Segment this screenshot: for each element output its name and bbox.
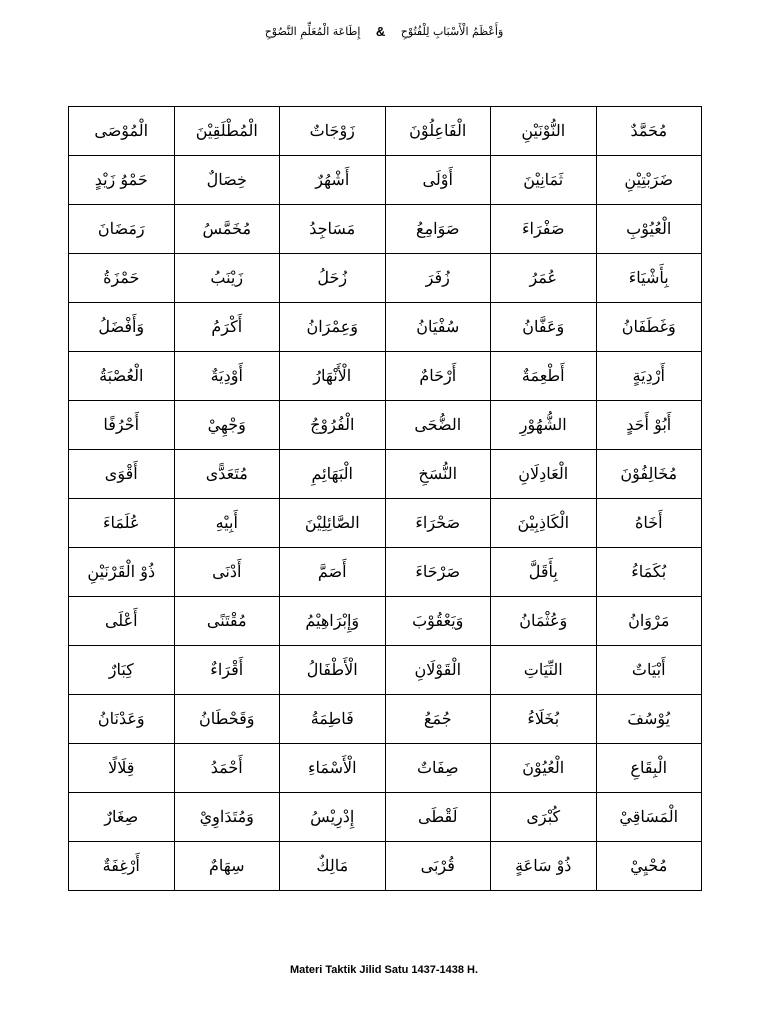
table-row bbox=[69, 842, 702, 891]
table-row bbox=[69, 156, 702, 205]
table-cell: الْمُطْلَقِيْنَ bbox=[174, 107, 280, 156]
table-cell: لَقْطَى bbox=[385, 793, 491, 842]
table-cell: بُخَلَاءُ bbox=[491, 695, 597, 744]
table-cell: مُحْيِيْ bbox=[596, 842, 702, 891]
table-cell: مُحَمَّدٌ bbox=[596, 107, 702, 156]
table-cell: صَحْرَاءَ bbox=[385, 499, 491, 548]
table-row bbox=[69, 499, 702, 548]
table-row bbox=[69, 205, 702, 254]
table-cell: الْكَاذِبِيْنَ bbox=[491, 499, 597, 548]
table-row bbox=[69, 107, 702, 156]
table-cell: وَغَطَفَانُ bbox=[596, 303, 702, 352]
table-cell: إِدْرِيْسُ bbox=[280, 793, 386, 842]
table-cell: زُفَرَ bbox=[385, 254, 491, 303]
table-cell: مُقْتَنًى bbox=[174, 597, 280, 646]
table-cell: قُرْبَى bbox=[385, 842, 491, 891]
table-cell: أَبُوْ أَحَدٍ bbox=[596, 401, 702, 450]
table-cell: وَمُتَدَاوِيْ bbox=[174, 793, 280, 842]
table-row bbox=[69, 352, 702, 401]
table-cell: بِأَقَلَّ bbox=[491, 548, 597, 597]
table-row bbox=[69, 646, 702, 695]
table-cell: جُمَعُ bbox=[385, 695, 491, 744]
table-cell: صِفَاتٌ bbox=[385, 744, 491, 793]
table-cell: الْمَسَاقِيْ bbox=[596, 793, 702, 842]
table-cell: أَوْدِيَةٌ bbox=[174, 352, 280, 401]
header-ampersand: & bbox=[375, 24, 386, 39]
table-cell: الشُّهُوْرِ bbox=[491, 401, 597, 450]
table-cell: وَعِمْرَانُ bbox=[280, 303, 386, 352]
table-row bbox=[69, 695, 702, 744]
table-cell: ذُوْ الْقَرْنَيْنِ bbox=[69, 548, 175, 597]
table-cell: أَشْهُرٌ bbox=[280, 156, 386, 205]
table-cell: مُخَمَّسُ bbox=[174, 205, 280, 254]
table-cell: الْعُيُوْبِ bbox=[596, 205, 702, 254]
table-cell: الْفُرُوْجُ bbox=[280, 401, 386, 450]
header-phrase-left: إِطَاعَة الْمُعَلِّمِ النَّصُوْحِ bbox=[264, 25, 361, 38]
table-cell: سِهَامٌ bbox=[174, 842, 280, 891]
table-cell: بُكَمَاءُ bbox=[596, 548, 702, 597]
table-cell: أَصَمَّ bbox=[280, 548, 386, 597]
table-cell: ثَمَانِيْنَ bbox=[491, 156, 597, 205]
table-cell: وَأَفْضَلُ bbox=[69, 303, 175, 352]
table-cell: الْعَادِلَانِ bbox=[491, 450, 597, 499]
table-cell: الْمُوْصَى bbox=[69, 107, 175, 156]
table-cell: أَحْرُفًا bbox=[69, 401, 175, 450]
table-cell: صَرْحَاءَ bbox=[385, 548, 491, 597]
table-cell: صَوَامِعُ bbox=[385, 205, 491, 254]
table-cell: أَخَاهُ bbox=[596, 499, 702, 548]
table-cell: أَحْمَدُ bbox=[174, 744, 280, 793]
page-footer: Materi Taktik Jilid Satu 1437-1438 H. bbox=[289, 964, 479, 976]
table-cell: الْبِقَاعِ bbox=[596, 744, 702, 793]
table-cell: صِغَارٌ bbox=[69, 793, 175, 842]
table-cell: أَدْنَى bbox=[174, 548, 280, 597]
word-table bbox=[68, 106, 702, 891]
table-cell: أَوْلَى bbox=[385, 156, 491, 205]
table-cell: بِأَشْيَاءَ bbox=[596, 254, 702, 303]
table-cell: مَالِكٌ bbox=[280, 842, 386, 891]
table-cell: أَبْيَاتٌ bbox=[596, 646, 702, 695]
table-row bbox=[69, 401, 702, 450]
table-cell: كُبْرَى bbox=[491, 793, 597, 842]
table-cell: الْبَهَائِمِ bbox=[280, 450, 386, 499]
table-row bbox=[69, 793, 702, 842]
table-cell: مُخَالِفُوْنَ bbox=[596, 450, 702, 499]
table-cell: النُّوْنَيْنِ bbox=[491, 107, 597, 156]
table-row bbox=[69, 548, 702, 597]
table-cell: سُفْيَانُ bbox=[385, 303, 491, 352]
table-cell: مَسَاجِدُ bbox=[280, 205, 386, 254]
table-cell: أَرْحَامٌ bbox=[385, 352, 491, 401]
table-cell: رَمَضَانَ bbox=[69, 205, 175, 254]
table-cell: أَقْوَى bbox=[69, 450, 175, 499]
table-cell: الْفَاعِلُوْنَ bbox=[385, 107, 491, 156]
table-cell: فَاطِمَةُ bbox=[280, 695, 386, 744]
table-cell: الضُّحَى bbox=[385, 401, 491, 450]
table-cell: عُمَرُ bbox=[491, 254, 597, 303]
table-cell: زُحَلُ bbox=[280, 254, 386, 303]
table-cell: قِلَالًا bbox=[69, 744, 175, 793]
table-cell: الْعُيُوْنَ bbox=[491, 744, 597, 793]
table-cell: وَجْهِيْ bbox=[174, 401, 280, 450]
table-cell: خِصَالٌ bbox=[174, 156, 280, 205]
table-cell: الْعُصْبَةُ bbox=[69, 352, 175, 401]
table-cell: يُوْسُفَ bbox=[596, 695, 702, 744]
table-cell: زَيْنَبُ bbox=[174, 254, 280, 303]
table-row bbox=[69, 597, 702, 646]
table-row bbox=[69, 254, 702, 303]
table-cell: صَفْرَاءَ bbox=[491, 205, 597, 254]
table-cell: مَرْوَانُ bbox=[596, 597, 702, 646]
word-table-body bbox=[69, 107, 702, 891]
table-cell: ضَرَبْتِيْنِ bbox=[596, 156, 702, 205]
page-header bbox=[0, 22, 768, 42]
table-cell: وَيَعْقُوْبَ bbox=[385, 597, 491, 646]
table-cell: أَكْرَمُ bbox=[174, 303, 280, 352]
table-row bbox=[69, 450, 702, 499]
table-cell: وَقَحْطَانُ bbox=[174, 695, 280, 744]
table-cell: حَمْزَةُ bbox=[69, 254, 175, 303]
table-cell: النِّيَاتِ bbox=[491, 646, 597, 695]
table-cell: أَقْرَاءٌ bbox=[174, 646, 280, 695]
table-cell: وَعَدْنَانُ bbox=[69, 695, 175, 744]
table-cell: حَمْوُ زَيْدٍ bbox=[69, 156, 175, 205]
table-cell: وَعَفَّانُ bbox=[491, 303, 597, 352]
table-cell: زَوْجَاتٌ bbox=[280, 107, 386, 156]
table-cell: ذُوْ سَاعَةٍ bbox=[491, 842, 597, 891]
table-cell: الصَّائِلِيْنَ bbox=[280, 499, 386, 548]
table-row bbox=[69, 744, 702, 793]
table-cell: كِبَارٌ bbox=[69, 646, 175, 695]
table-cell: عُلَمَاءَ bbox=[69, 499, 175, 548]
table-cell: أَرْغِفَةٌ bbox=[69, 842, 175, 891]
table-cell: أَطْعِمَةٌ bbox=[491, 352, 597, 401]
table-cell: الْأَسْمَاءِ bbox=[280, 744, 386, 793]
table-cell: الْأَنْهَارُ bbox=[280, 352, 386, 401]
table-cell: أَعْلَى bbox=[69, 597, 175, 646]
table-cell: وَإِبْرَاهِيْمُ bbox=[280, 597, 386, 646]
table-row bbox=[69, 303, 702, 352]
table-cell: النُّسَخِ bbox=[385, 450, 491, 499]
table-cell: أَرْدِيَةٍ bbox=[596, 352, 702, 401]
table-cell: الْقَوْلَانِ bbox=[385, 646, 491, 695]
table-cell: الْأَطْفَالُ bbox=[280, 646, 386, 695]
table-cell: أَبِيْهِ bbox=[174, 499, 280, 548]
table-cell: مُتَعَدًّى bbox=[174, 450, 280, 499]
table-cell: وَعُثْمَانُ bbox=[491, 597, 597, 646]
header-phrase-right: وَأَعْظَمُ الْأَسْبَابِ لِلْفُتُوْحِ bbox=[400, 25, 504, 38]
